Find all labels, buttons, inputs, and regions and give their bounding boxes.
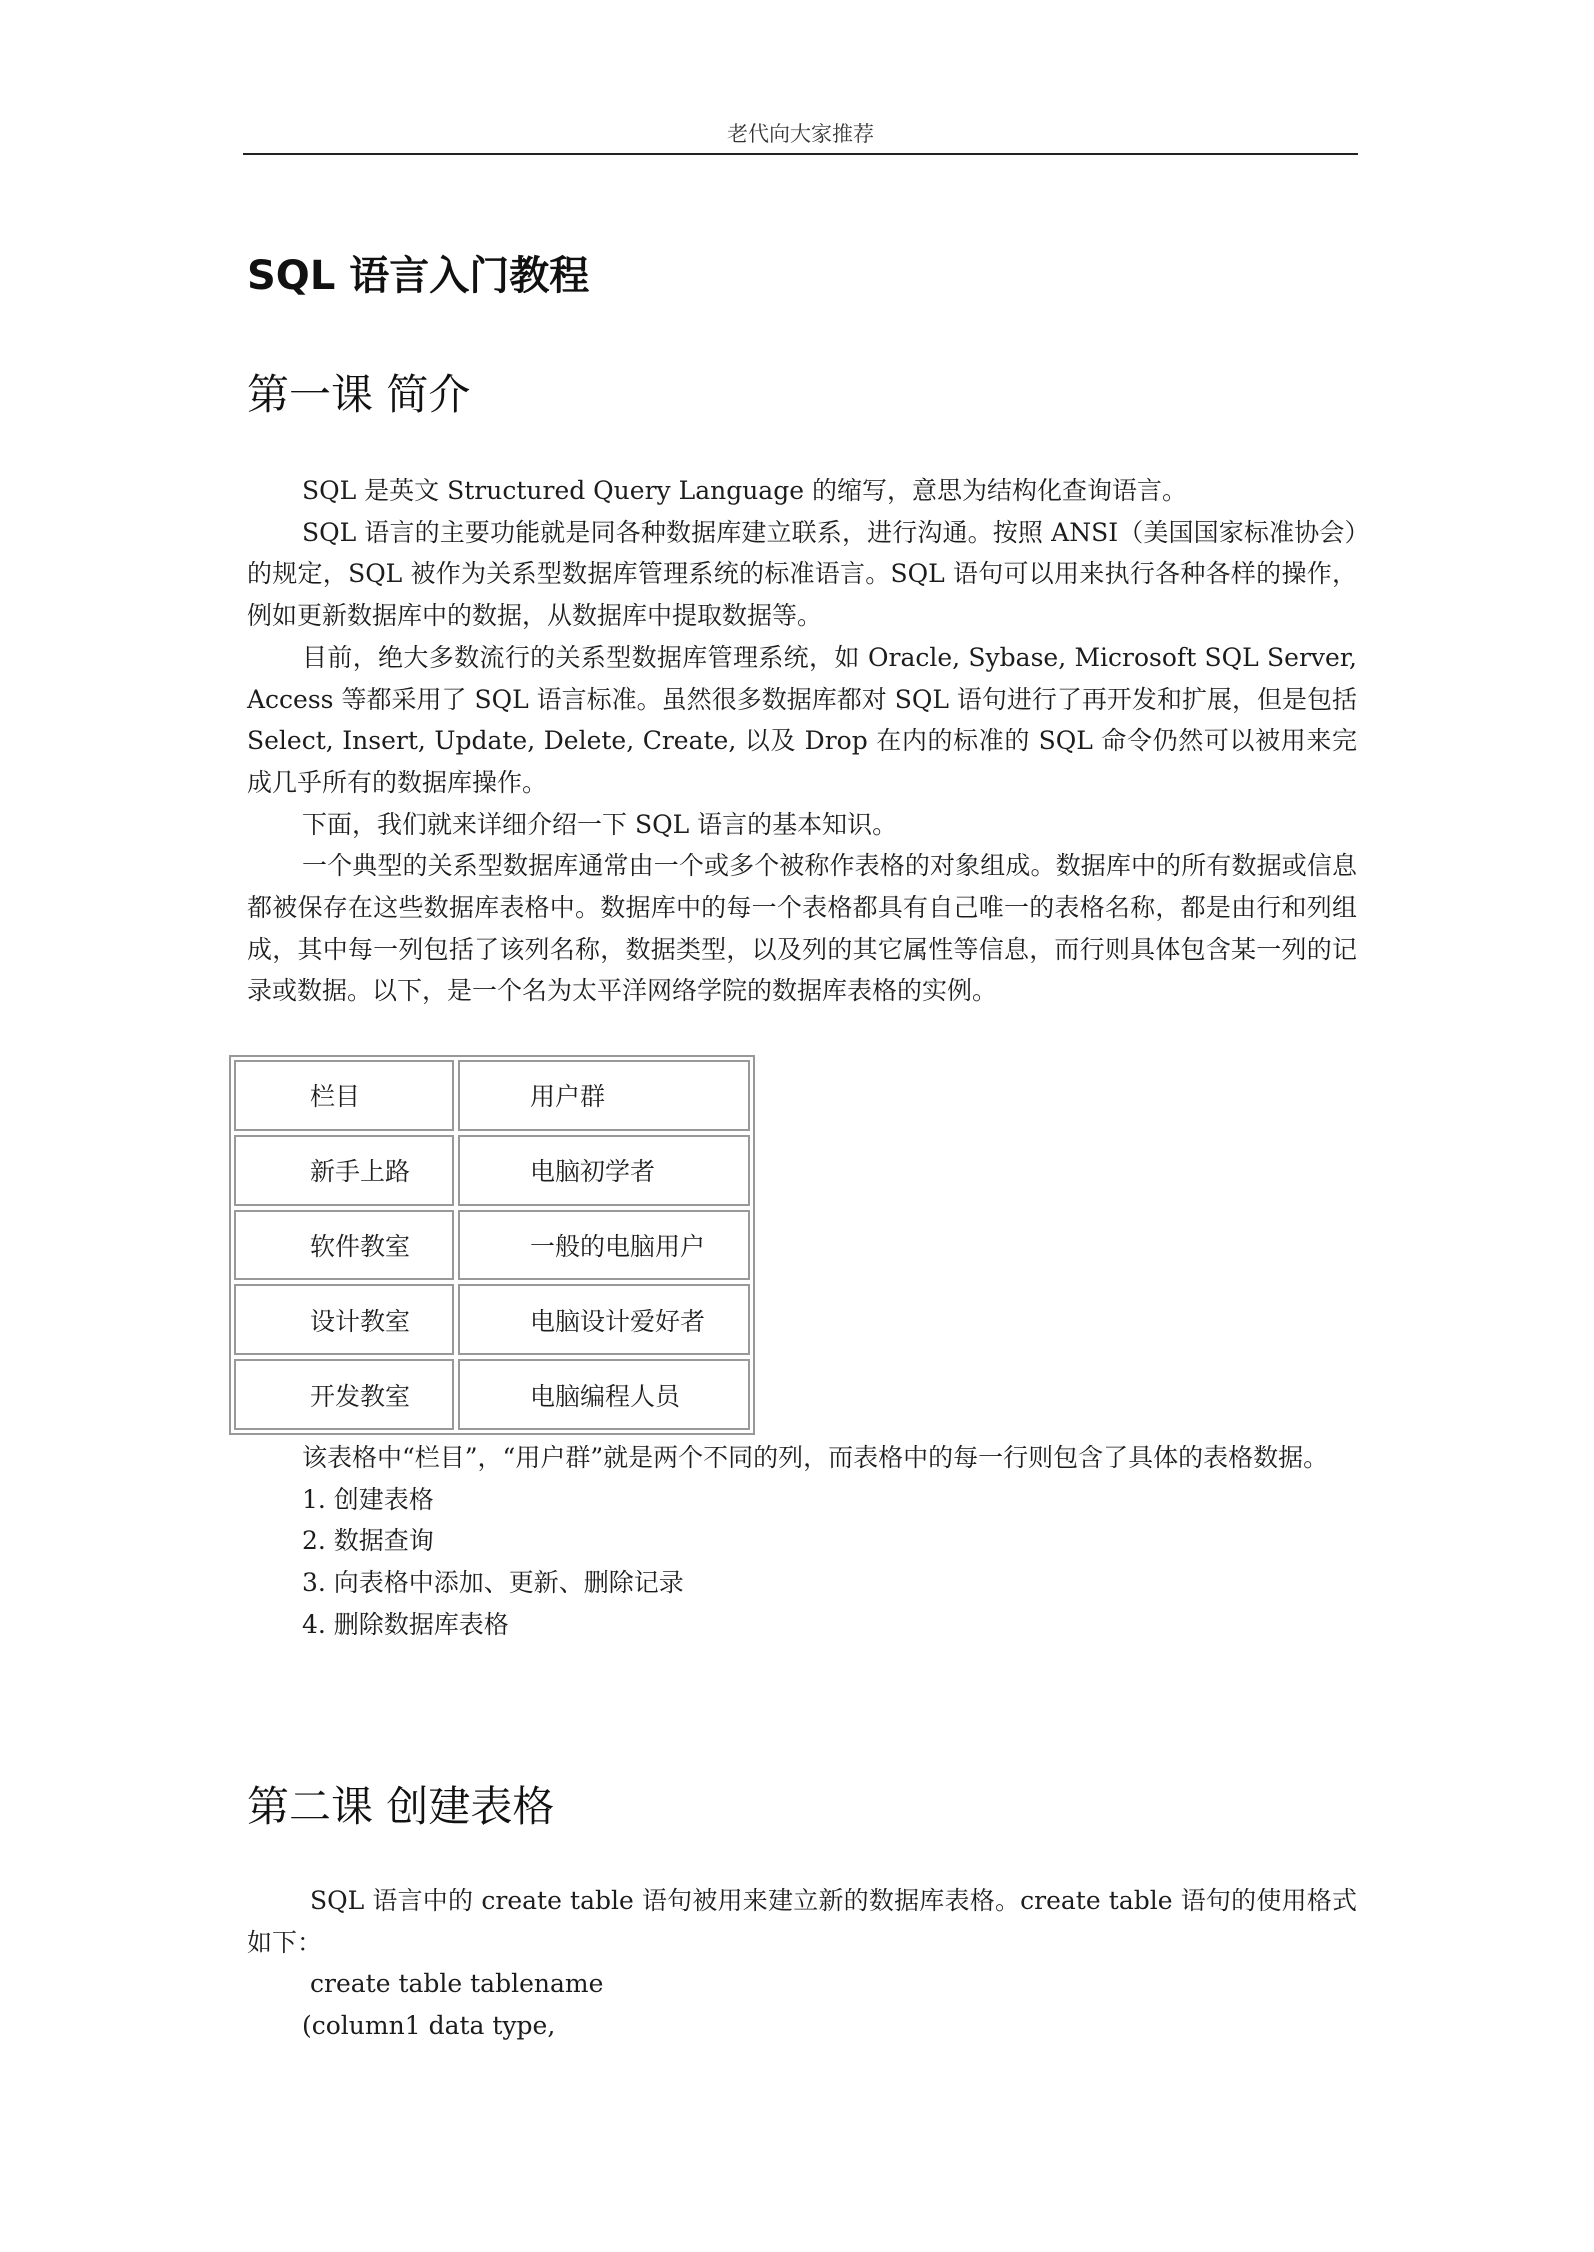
paragraph: SQL 语言的主要功能就是同各种数据库建立联系，进行沟通。按照 ANSI（美国国家标准协会）的规定，SQL 被作为关系型数据库管理系统的标准语言。SQL 语句可以用来执行各种各样的操作，例如更新数据库中的数据，从数据库中提取数据等。: [247, 517, 1357, 631]
paragraph: 目前，绝大多数流行的关系型数据库管理系统，如 Oracle, Sybase, Microsoft SQL Server, Access 等都采用了 SQL 语言标准。虽然很多数据库都对 SQL 语句进行了再开发和扩展，但是包括 Select, Insert, Update, Delete, Create, 以及 Drop 在内的标准的 SQL 命令仍然可以被用来完成几乎所有的数据库操作。: [247, 642, 1357, 797]
lesson2-heading: 第二课 创建表格: [247, 1782, 555, 1831]
running-header: 老代向大家推荐: [727, 122, 874, 146]
table-header-cell: 栏目: [234, 1060, 454, 1131]
table-cell: 软件教室: [234, 1210, 454, 1281]
lesson1-after-table: [247, 1437, 1357, 1646]
table-cell: 设计教室: [234, 1284, 454, 1355]
code-line: (column1 data type,: [302, 2011, 556, 2041]
lesson1-heading: 第一课 简介: [247, 370, 471, 419]
table-cell: 一般的电脑用户: [458, 1210, 750, 1281]
paragraph: SQL 是英文 Structured Query Language 的缩写，意思为结构化查询语言。: [302, 476, 1187, 505]
paragraph: 下面，我们就来详细介绍一下 SQL 语言的基本知识。: [302, 809, 898, 839]
list-item: 4. 删除数据库表格: [302, 1609, 509, 1639]
lesson1-body: [247, 470, 1357, 1012]
header-divider: [243, 153, 1358, 155]
table-cell: 开发教室: [234, 1359, 454, 1430]
paragraph: SQL 语言中的 create table 语句被用来建立新的数据库表格。create table 语句的使用格式如下：: [247, 1886, 1357, 1957]
table-cell: 新手上路: [234, 1135, 454, 1206]
document-title: SQL 语言入门教程: [247, 253, 590, 299]
example-table: [229, 1055, 755, 1435]
paragraph: 该表格中“栏目”，“用户群”就是两个不同的列，而表格中的每一行则包含了具体的表格数据。: [302, 1443, 1329, 1472]
table-header-cell: 用户群: [458, 1060, 750, 1131]
table-cell: 电脑设计爱好者: [458, 1284, 750, 1355]
lesson2-body: [247, 1880, 1357, 2047]
code-line: create table tablename: [310, 1969, 604, 1999]
paragraph: 一个典型的关系型数据库通常由一个或多个被称作表格的对象组成。数据库中的所有数据或信息都被保存在这些数据库表格中。数据库中的每一个表格都具有自己唯一的表格名称，都是由行和列组成，其中每一列包括了该列名称，数据类型，以及列的其它属性等信息，而行则具体包含某一列的记录或数据。以下，是一个名为太平洋网络学院的数据库表格的实例。: [247, 851, 1357, 1006]
table-cell: 电脑编程人员: [458, 1359, 750, 1430]
table-cell: 电脑初学者: [458, 1135, 750, 1206]
list-item: 2. 数据查询: [302, 1526, 434, 1556]
list-item: 3. 向表格中添加、更新、删除记录: [302, 1568, 684, 1598]
topic-list: [247, 1479, 1357, 1646]
list-item: 1. 创建表格: [302, 1484, 434, 1514]
